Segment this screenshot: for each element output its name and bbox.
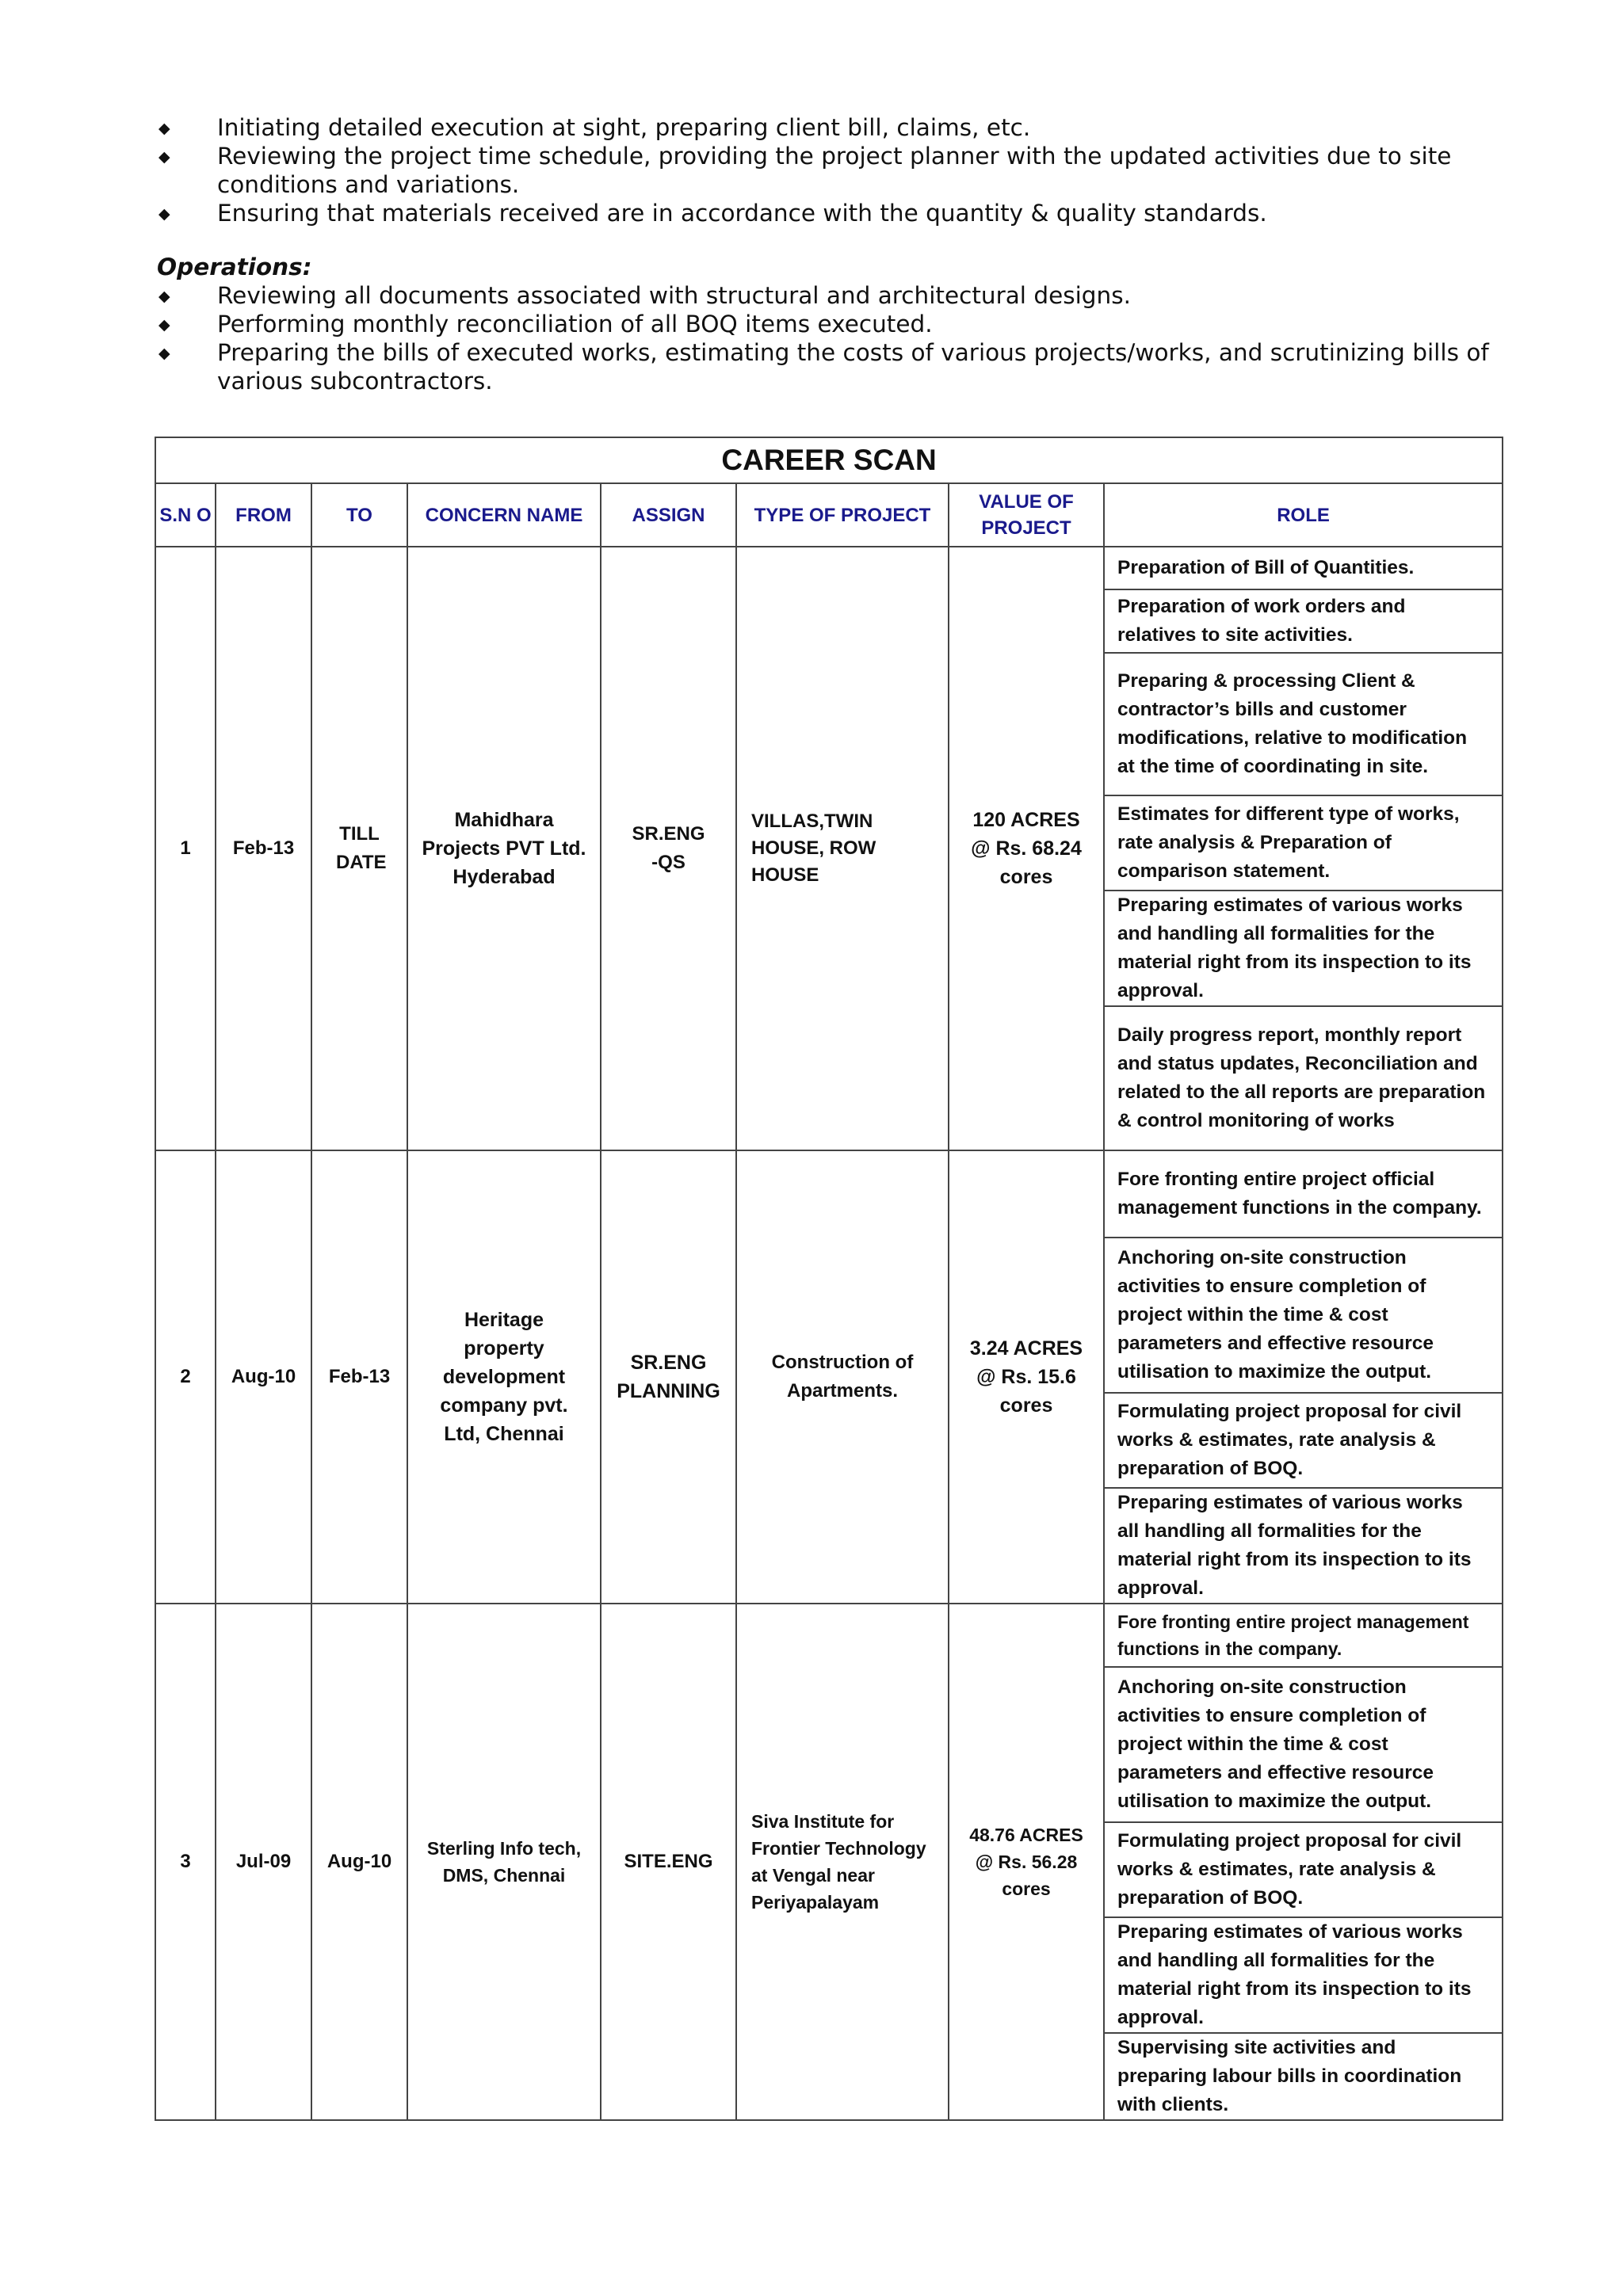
role-item: Fore fronting entire project official management functions in the company. [1105,1151,1502,1238]
column-header: TO [311,483,407,547]
project-type-cell: VILLAS,TWIN HOUSE, ROW HOUSE [736,547,949,1150]
role-item: Formulating project proposal for civil works & estimates, rate analysis & preparation of BOQ. [1105,1394,1502,1489]
project-type-cell: Siva Institute for Frontier Technology at Vengal near Periyapalayam [736,1604,949,2120]
project-value-cell: 120 ACRES @ Rs. 68.24 cores [949,547,1104,1150]
from-cell: Jul-09 [216,1604,311,2120]
concern-cell: Heritage property development company pvt. Ltd, Chennai [407,1150,601,1604]
role-item: Preparation of Bill of Quantities. [1105,547,1502,590]
role-item: Anchoring on-site construction activities to ensure completion of project within the time & cost parameters and effective resource utilisation to maximize the output. [1105,1668,1502,1823]
role-item: Daily progress report, monthly report and status updates, Reconciliation and related to the all reports are preparation & control monitoring of works [1117,1024,1486,1131]
role-item: Preparing estimates of various works all handling all formalities for the material right from its inspection to its approval. [1117,1492,1472,1599]
role-list [1105,547,1502,1150]
role-item: Formulating project proposal for civil works & estimates, rate analysis & preparation of BOQ. [1105,1823,1502,1918]
list-item: ◆ Ensuring that materials received are in accordance with the quantity & quality standards. [158,200,1267,227]
role-item: Preparation of work orders and relatives to site activities. [1105,590,1502,654]
role-list [1105,1604,1502,2119]
role-item: Estimates for different type of works, rate analysis & Preparation of comparison statement. [1105,796,1502,891]
list-item: ◆ Reviewing all documents associated with structural and architectural designs. [158,282,1131,309]
column-header: ROLE [1104,483,1503,547]
role-item: Supervising site activities and preparing labour bills in coordination with clients. [1117,2037,1462,2115]
role-cell [1104,1604,1503,2120]
to-cell: Feb-13 [311,1150,407,1604]
diamond-bullet-icon: ◆ [158,345,170,362]
operations-heading: Operations: [157,254,312,280]
sno-cell: 1 [155,547,216,1150]
table-row [155,547,1503,1150]
role-list [1105,1151,1502,1603]
diamond-bullet-icon: ◆ [158,205,170,223]
table-title: CAREER SCAN [155,437,1503,483]
sno-cell: 3 [155,1604,216,2120]
concern-cell: Sterling Info tech, DMS, Chennai [407,1604,601,2120]
column-header: ASSIGN [601,483,736,547]
role-item: Preparing estimates of various works and handling all formalities for the material right from its inspection to its approval. [1105,891,1502,1007]
table-header-row [155,483,1503,547]
role-cell [1104,1150,1503,1604]
diamond-bullet-icon: ◆ [158,120,170,137]
column-header: VALUE OF PROJECT [949,483,1104,547]
column-header: S.N O [155,483,216,547]
column-header: TYPE OF PROJECT [736,483,949,547]
from-cell: Feb-13 [216,547,311,1150]
table-row [155,1604,1503,2120]
career-scan-table [155,437,1503,2121]
list-item: ◆ Reviewing the project time schedule, providing the project planner with the updated activities due to site conditions and variations. [158,143,1452,198]
diamond-bullet-icon: ◆ [158,288,170,305]
table-row [155,1150,1503,1604]
role-item: Preparing estimates of various works and handling all formalities for the material right from its inspection to its approval. [1105,1918,1502,2034]
list-item: ◆ Performing monthly reconciliation of all BOQ items executed. [158,311,933,338]
role-item: Anchoring on-site construction activities to ensure completion of project within the time & cost parameters and effective resource utilisation to maximize the output. [1105,1238,1502,1394]
role-item: Fore fronting entire project management functions in the company. [1105,1604,1502,1668]
concern-cell: Mahidhara Projects PVT Ltd. Hyderabad [407,547,601,1150]
list-item: ◆ Preparing the bills of executed works, estimating the costs of various projects/works, and scrutinizing bills of various subcontractors. [158,339,1489,395]
responsibilities-section [157,113,1504,395]
list-item: ◆ Initiating detailed execution at sight, preparing client bill, claims, etc. [158,114,1031,141]
column-header: FROM [216,483,311,547]
diamond-bullet-icon: ◆ [158,148,170,166]
diamond-bullet-icon: ◆ [158,316,170,334]
to-cell: TILL DATE [311,547,407,1150]
top-bullet-list [157,113,1504,227]
from-cell: Aug-10 [216,1150,311,1604]
assign-cell: SITE.ENG [601,1604,736,2120]
operations-bullet-list [157,281,1504,395]
assign-cell: SR.ENG PLANNING [601,1150,736,1604]
sno-cell: 2 [155,1150,216,1604]
assign-cell: SR.ENG -QS [601,547,736,1150]
to-cell: Aug-10 [311,1604,407,2120]
project-value-cell: 48.76 ACRES @ Rs. 56.28 cores [949,1604,1104,2120]
project-value-cell: 3.24 ACRES @ Rs. 15.6 cores [949,1150,1104,1604]
role-item: Preparing & processing Client & contractor’s bills and customer modifications, relative to modification at the time of coordinating in site. [1105,654,1502,796]
column-header: CONCERN NAME [407,483,601,547]
role-cell [1104,547,1503,1150]
project-type-cell: Construction of Apartments. [736,1150,949,1604]
